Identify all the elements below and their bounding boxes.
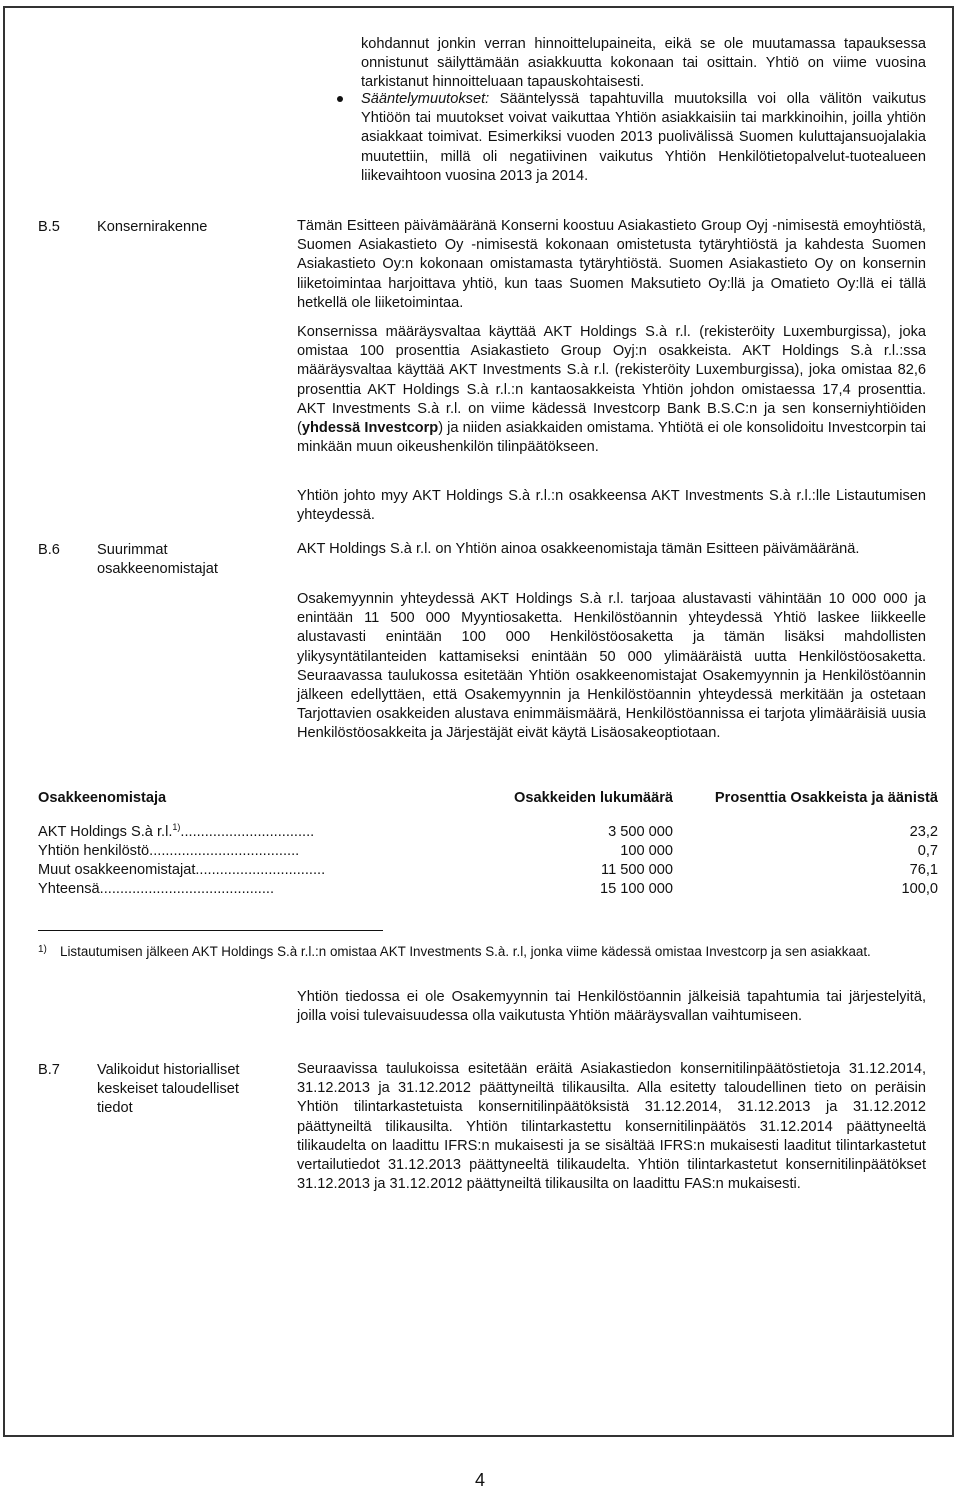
row-shares: 3 500 000 bbox=[608, 824, 673, 840]
section-b7-title: Valikoidut historialliset keskeiset taloudelliset tiedot bbox=[97, 1062, 240, 1116]
section-b6-title: Suurimmat osakkeenomistajat bbox=[97, 542, 218, 577]
row-shares: 15 100 000 bbox=[599, 881, 673, 897]
page-number: 4 bbox=[474, 1470, 485, 1490]
leader-dots: ................................ bbox=[195, 862, 326, 878]
regulation-risk-body: Sääntelyssä tapahtuvilla muutoksilla voi olla välitön vaikutus Yhtiöön tai muutokset voivat vaikuttaa Yhtiön asiakkaisiin tai markkinoihin, joilla yhtiön asiakkaat toimivat. Esimerkiksi vuoden 2013 puolivälissä Suomen kuluttajansuojalakia muutettiin, millä oli negatiivinen vaikutus Yhtiön Henkilötietopalvelut-tuotealueen liikevaihtoon vuosina 2013 ja 2014. bbox=[361, 91, 926, 184]
bullet-dot-icon bbox=[337, 96, 343, 102]
b7-paragraph-1: Seuraavissa taulukoissa esitetään eräitä Asiakastiedon konsernitilinpäätöstietoja 31.12.2014, 31.12.2013 ja 31.12.2012 päättyneiltä tilikausilta. Alla esitetty taloudellinen tieto on peräisin Yhtiön tilintarkastetuista konsernitilinpäätöksistä 31.12.2014, 31.12.2013 ja 31.12.2012 päättyneiltä tilikausilta. Yhtiön tilintarkastettu konsernitilinpäätös 31.12.2014 päättyneeltä tilikaudelta on laadittu IFRS:n mukaisesti ja se sisältää IFRS:n mukaisesti laaditut tilintarkastetut vertailutiedot 31.12.2013 päättyneeltä tilikaudelta. Yhtiön tilintarkastetut konsernitilinpäätökset 31.12.2013 ja 31.12.2012 päättyneiltä tilikausilta on laadittu FAS:n mukaisesti. bbox=[297, 1061, 926, 1193]
b5-p2-text-end: ) ja niiden asiakkaiden omistama. Yhtiötä ei ole konsolidoitu Investcorpin tai minkään muun oikeushenkilön tilinpäätökseen. bbox=[297, 420, 926, 456]
row-percentage: 23,2 bbox=[909, 824, 938, 840]
leader-dots: ................................. bbox=[180, 824, 315, 840]
row-name: AKT Holdings S.à r.l. bbox=[38, 824, 173, 840]
row-shares: 100 000 bbox=[620, 843, 673, 859]
regulation-risk-paragraph bbox=[361, 90, 926, 186]
section-b5-number: B.5 bbox=[38, 219, 60, 235]
shareholder-table bbox=[38, 790, 938, 899]
b5-p2-text: Konsernissa määräysvaltaa käyttää AKT Holdings S.à r.l. (rekisteröity Luxemburgissa), joka omistaa 100 prosenttia Asiakastieto Group Oyj:n osakkeista. AKT Holdings S.à r.l.:ssa määräysvaltaa käyttää AKT Investments S.à r.l. (rekisteröity Luxemburgissa), joka omistaa 82,6 prosenttia AKT Holdings S.à r.l.:n kantaosakkeista Yhtiön johdon omistaessa 17,4 prosenttia. AKT Investments S.à r.l. on viime kädessä Investcorp Bank B.S.C:n ja sen konserniyhtiöiden ( bbox=[297, 324, 926, 437]
table-row bbox=[38, 861, 938, 880]
b6-paragraph-1: AKT Holdings S.à r.l. on Yhtiön ainoa osakkeenomistaja tämän Esitteen päivämääränä. bbox=[297, 541, 860, 557]
risk-continuation-paragraph: kohdannut jonkin verran hinnoittelupaineita, eikä se ole muutamassa tapauksessa onnistunut säilyttämään asiakkuutta kokonaan tai osittain. Yhtiö on viime vuosina tarkistanut hinnoitteluaan tapauskohtaisesti. bbox=[361, 36, 926, 91]
row-name: Muut osakkeenomistajat bbox=[38, 862, 196, 878]
table-row bbox=[38, 823, 938, 842]
footnote-mark: 1) bbox=[38, 944, 47, 955]
b5-paragraph-2 bbox=[297, 323, 926, 457]
control-change-paragraph: Yhtiön tiedossa ei ole Osakemyynnin tai Henkilöstöannin jälkeisiä tapahtumia tai järjestelyitä, joilla voisi tulevaisuudessa olla vaikutusta Yhtiön määräysvallan vaihtumiseen. bbox=[297, 989, 926, 1025]
table-header-row bbox=[38, 790, 938, 823]
leader-dots: ........................................... bbox=[99, 881, 275, 897]
header-percentage: Prosenttia Osakkeista ja äänistä bbox=[714, 790, 938, 806]
leader-dots: ..................................... bbox=[149, 843, 300, 859]
section-b5-title: Konsernirakenne bbox=[97, 219, 208, 235]
table-row bbox=[38, 880, 938, 899]
row-percentage: 76,1 bbox=[909, 862, 938, 878]
b5-paragraph-3: Yhtiön johto myy AKT Holdings S.à r.l.:n osakkeensa AKT Investments S.à r.l.:lle Listautumisen yhteydessä. bbox=[297, 488, 926, 524]
regulation-risk-title: Sääntelymuutokset: bbox=[361, 91, 490, 107]
row-percentage: 100,0 bbox=[901, 881, 938, 897]
header-shareholder: Osakkeenomistaja bbox=[38, 790, 167, 806]
footnote-ref: 1) bbox=[172, 822, 181, 833]
row-percentage: 0,7 bbox=[917, 843, 938, 859]
footnote-separator bbox=[38, 930, 383, 931]
b5-p2-bold: yhdessä Investcorp bbox=[301, 420, 439, 437]
b6-paragraph-2: Osakemyynnin yhteydessä AKT Holdings S.à r.l. tarjoaa alustavasti vähintään 10 000 000 ja enintään 11 500 000 Myyntiosaketta. Henkilöstöannin yhteydessä Yhtiö laskee liikkeelle alustavasti enintään 100 000 Henkilöstöosaketta ja tämän lisäksi mahdollisten ylikysyntätilanteiden kattamiseksi enintään 50 000 ylimääräistä uutta Henkilöstöosaketta. Seuraavassa taulukossa esitetään Yhtiön osakkeenomistajat Osakemyynnin ja Henkilöstöannin jälkeen edellyttäen, että Osakemyynnin ja Henkilöstöannin yhteydessä merkitään ja ostetaan Tarjottavien osakkeiden alustava enimmäismäärä, Henkilöstöannissa ei tarjota ylimääräisiä uusia Henkilöstöosakkeita ja Järjestäjät eivät käytä Lisäosakeoptiotaan. bbox=[297, 591, 926, 742]
table-row bbox=[38, 842, 938, 861]
row-name: Yhtiön henkilöstö bbox=[38, 843, 150, 859]
b5-paragraph-1: Tämän Esitteen päivämääränä Konserni koostuu Asiakastieto Group Oyj -nimisestä emoyhtiöstä, Suomen Asiakastieto Oy -nimisestä kokonaan omistetusta tytäryhtiöstä ja kahdesta Suomen Asiakastieto Oy:n kokonaan omistamasta tytäryhtiöstä. Suomen Asiakastieto Oy on konsernin liiketoimintaa harjoittava yhtiö, kun taas Suomen Maksutieto Oy:llä ja Omatieto Oy:llä ei tällä hetkellä ole liiketoimintaa. bbox=[297, 218, 926, 311]
footnote-text: Listautumisen jälkeen AKT Holdings S.à r.l.:n omistaa AKT Investments S.à. r.l, jonka viime kädessä omistaa Investcorp ja sen asiakkaat. bbox=[60, 944, 871, 959]
row-name: Yhteensä bbox=[38, 881, 100, 897]
section-b7-number: B.7 bbox=[38, 1062, 60, 1078]
section-b6-number: B.6 bbox=[38, 542, 60, 558]
row-shares: 11 500 000 bbox=[601, 862, 673, 878]
header-share-count: Osakkeiden lukumäärä bbox=[514, 790, 673, 806]
